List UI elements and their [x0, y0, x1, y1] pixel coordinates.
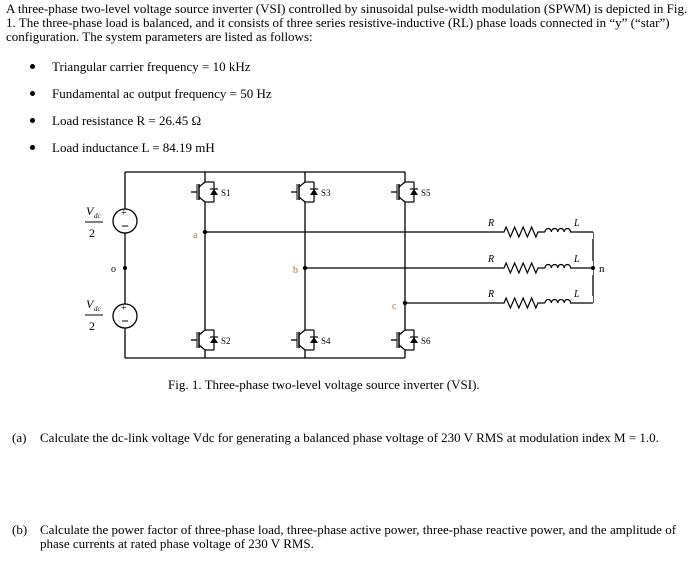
- switch-label: S3: [321, 188, 331, 198]
- parameter-item: Fundamental ac output frequency = 50 Hz: [30, 87, 272, 114]
- switch-label: S5: [421, 188, 431, 198]
- plus-sign: +: [121, 208, 127, 219]
- dc-source-upper: [113, 208, 137, 233]
- switch-label: S4: [321, 336, 331, 346]
- switch-label: S1: [221, 188, 231, 198]
- svg-text:dc: dc: [94, 305, 101, 313]
- svg-text:2: 2: [89, 226, 95, 240]
- intro-paragraph: A three-phase two-level voltage source inverter (VSI) controlled by sinusoidal pulse-width modulation (SPWM) is depicted in Fig. 1. The three-phase load is balanced, and it consists of three series resistive-inductive (RL) phase loads connected in “y” (“star”) configuration. The system parameters are listed as follows:: [6, 1, 688, 44]
- node-a-label: a: [193, 230, 198, 241]
- svg-text:dc: dc: [94, 212, 101, 220]
- svg-text:V: V: [86, 297, 94, 311]
- resistor-label: R: [488, 254, 495, 265]
- question-text: Calculate the power factor of three-phase load, three-phase active power, three-phase reactive power, and the amplitude of phase currents at rated phase voltage of 230 V RMS.: [40, 522, 677, 551]
- node-c-dot: [403, 301, 407, 305]
- figure-caption: Fig. 1. Three-phase two-level voltage source inverter (VSI).: [168, 377, 480, 392]
- igbt-switch: [391, 182, 418, 202]
- vdc-half-label-upper: [85, 204, 103, 240]
- question-label: (b): [12, 522, 28, 537]
- question-label: (a): [12, 430, 27, 445]
- svg-text:2: 2: [89, 319, 95, 333]
- node-b-label: b: [293, 265, 298, 276]
- neutral-node-label: n: [599, 263, 605, 275]
- svg-text:V: V: [86, 204, 94, 218]
- dc-source-lower: [113, 303, 137, 328]
- igbt-switch: [191, 330, 218, 350]
- igbt-switch: [191, 182, 218, 202]
- node-a-dot: [203, 230, 207, 234]
- parameter-item: Triangular carrier frequency = 10 kHz: [30, 60, 272, 87]
- node-o-label: o: [111, 264, 116, 275]
- inductor-label: L: [574, 289, 580, 300]
- node-c-label: c: [392, 301, 397, 312]
- parameter-item: Load inductance L = 84.19 mH: [30, 141, 272, 168]
- node-b-dot: [303, 266, 307, 270]
- igbt-switch: [291, 330, 318, 350]
- igbt-switch: [291, 182, 318, 202]
- igbt-switch: [391, 330, 418, 350]
- vdc-half-label-lower: [85, 297, 103, 333]
- inductor-label: L: [574, 218, 580, 229]
- plus-sign: +: [121, 303, 127, 314]
- inverter-circuit-diagram: [0, 160, 697, 375]
- switch-label: S6: [421, 336, 431, 346]
- resistor-label: R: [488, 218, 495, 229]
- switch-label: S2: [221, 336, 231, 346]
- inductor-label: L: [574, 254, 580, 265]
- question-text: Calculate the dc-link voltage Vdc for generating a balanced phase voltage of 230 V RMS at modulation index M = 1.0.: [40, 430, 659, 445]
- resistor-label: R: [488, 289, 495, 300]
- parameter-list: [30, 60, 272, 168]
- parameter-item: Load resistance R = 26.45 Ω: [30, 114, 272, 141]
